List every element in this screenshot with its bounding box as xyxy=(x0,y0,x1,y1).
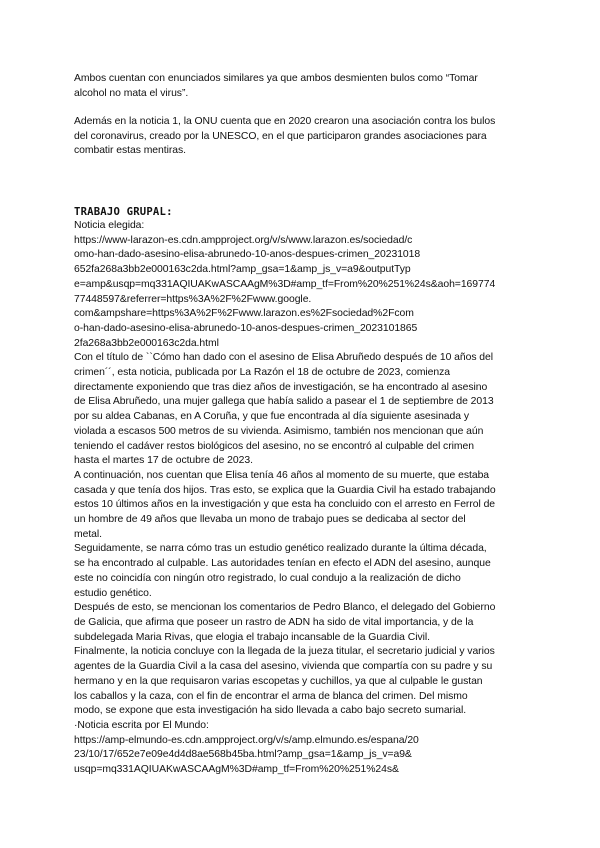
group-work-body xyxy=(74,219,534,778)
text-line: Ambos cuentan con enunciados similares ya que ambos desmienten bulos como “Tomar xyxy=(74,73,478,84)
text-line: ·Noticia escrita por El Mundo: xyxy=(74,719,209,731)
text-line: violada a escasos 500 metros de su vivienda. Asimismo, también nos mencionan que aún xyxy=(74,425,484,437)
text-line: de Elisa Abruñedo, una mujer gallega que había salido a pasear el 1 de septiembre de 2013 xyxy=(74,396,494,408)
url-text-line: omo-han-dado-asesino-elisa-abrunedo-10-anos-despues-crimen_20231018 xyxy=(74,249,421,261)
text-line: Finalmente, la noticia concluye con la llegada de la jueza titular, el secretario judicial y varios xyxy=(74,646,495,658)
text-line: de Galicia, que afirma que poseer un rastro de ADN ha sido de vital importancia, y de la xyxy=(74,616,474,628)
text-line: Después de esto, se mencionan los comentarios de Pedro Blanco, el delegado del Gobierno xyxy=(74,602,496,614)
text-line: estudio genético. xyxy=(74,587,152,599)
url-text-line: 23/10/17/652e7e09e4d4d8ae568b45ba.html?amp_gsa=1&amp_js_v=a9& xyxy=(74,749,412,761)
text-line: subdelegada Maria Rivas, que elogia el trabajo incansable de la Guardia Civil. xyxy=(74,631,430,643)
text-line: este no coincidía con ningún otro registrado, lo cual condujo a la realización de dicho xyxy=(74,572,461,584)
text-line: crimen´´, esta noticia, publicada por La Razón el 18 de octubre de 2023, comienza xyxy=(74,367,451,379)
text-line: un hombre de 49 años que llevaba un mono de trabajo pues se dedicaba al sector del xyxy=(74,514,466,526)
text-line: metal. xyxy=(74,528,102,540)
url-text-line: com&ampshare=https%3A%2F%2Fwww.larazon.es%2Fsociedad%2Fcom xyxy=(74,308,414,320)
text-line: hermano y en la que requisaron varias escopetas y cuchillos, ya que al culpable le gustan xyxy=(74,675,483,687)
text-line: directamente exponiendo que tras diez años de investigación, se ha encontrado al asesino xyxy=(74,381,488,393)
url-text-line: 2fa268a3bb2e000163c2da.html xyxy=(74,337,219,349)
text-line: los caballos y la caza, con el fin de encontrar el arma de blanca del crimen. Del mismo xyxy=(74,690,468,702)
url-text-line: 77448597&referrer=https%3A%2F%2Fwww.google. xyxy=(74,293,312,305)
text-line: por su aldea Cabanas, en A Coruña, y que fue encontrada al día siguiente asesinada y xyxy=(74,411,469,423)
paragraph-onu-unesco xyxy=(74,115,534,159)
text-line: combatir estas mentiras. xyxy=(74,145,186,157)
text-line: teniendo el cadáver restos biológicos del asesino, no se encontró al culpable del crimen xyxy=(74,440,474,452)
text-line: modo, se expone que esta investigación ha sido llevada a cabo bajo secreto sumarial. xyxy=(74,705,467,717)
url-text-line: o-han-dado-asesino-elisa-abrunedo-10-anos-despues-crimen_2023101865 xyxy=(74,322,418,334)
section-heading: TRABAJO GRUPAL: xyxy=(74,206,173,218)
text-line: del coronavirus, creado por la UNESCO, en el que participaron grandes asociaciones para xyxy=(74,130,487,142)
text-line: agentes de la Guardia Civil a la casa del asesino, vivienda que compartía con su padre y su xyxy=(74,661,493,673)
url-text-line: e=amp&usqp=mq331AQIUAKwASCAAgM%3D#amp_tf=From%20%251%24s&aoh=169774 xyxy=(74,278,496,290)
paragraph-similar-statements xyxy=(74,72,534,101)
text-line: hasta el martes 17 de octubre de 2023. xyxy=(74,455,253,467)
text-line: estos 10 últimos años en la investigación y que esta ha concluido con el arresto en Ferrol de xyxy=(74,499,496,511)
group-work-section xyxy=(74,205,534,778)
text-line: Seguidamente, se narra cómo tras un estudio genético realizado durante la última década, xyxy=(74,543,487,555)
text-line: A continuación, nos cuentan que Elisa tenía 46 años al momento de su muerte, que estaba xyxy=(74,469,490,481)
url-text-line: https://www-larazon-es.cdn.ampproject.org/v/s/www.larazon.es/sociedad/c xyxy=(74,234,413,246)
text-line: Con el título de ``Cómo han dado con el asesino de Elisa Abruñedo después de 10 años del xyxy=(74,352,494,364)
url-text-line: 652fa268a3bb2e000163c2da.html?amp_gsa=1&amp_js_v=a9&outputTyp xyxy=(74,264,411,276)
url-text-line: usqp=mq331AQIUAKwASCAAgM%3D#amp_tf=From%20%251%24s& xyxy=(74,764,399,776)
text-line: casada y que tenía dos hijos. Tras esto, se explica que la Guardia Civil ha estado trabajando xyxy=(74,484,496,496)
text-line: se ha encontrado al culpable. Las autoridades tenían en efecto el ADN del asesino, aunque xyxy=(74,558,491,570)
text-line: Además en la noticia 1, la ONU cuenta que en 2020 crearon una asociación contra los bulos xyxy=(74,116,496,127)
url-text-line: https://amp-elmundo-es.cdn.ampproject.org/v/s/amp.elmundo.es/espana/20 xyxy=(74,734,419,746)
text-line: Noticia elegida: xyxy=(74,220,145,231)
text-line: alcohol no mata el virus”. xyxy=(74,87,189,99)
